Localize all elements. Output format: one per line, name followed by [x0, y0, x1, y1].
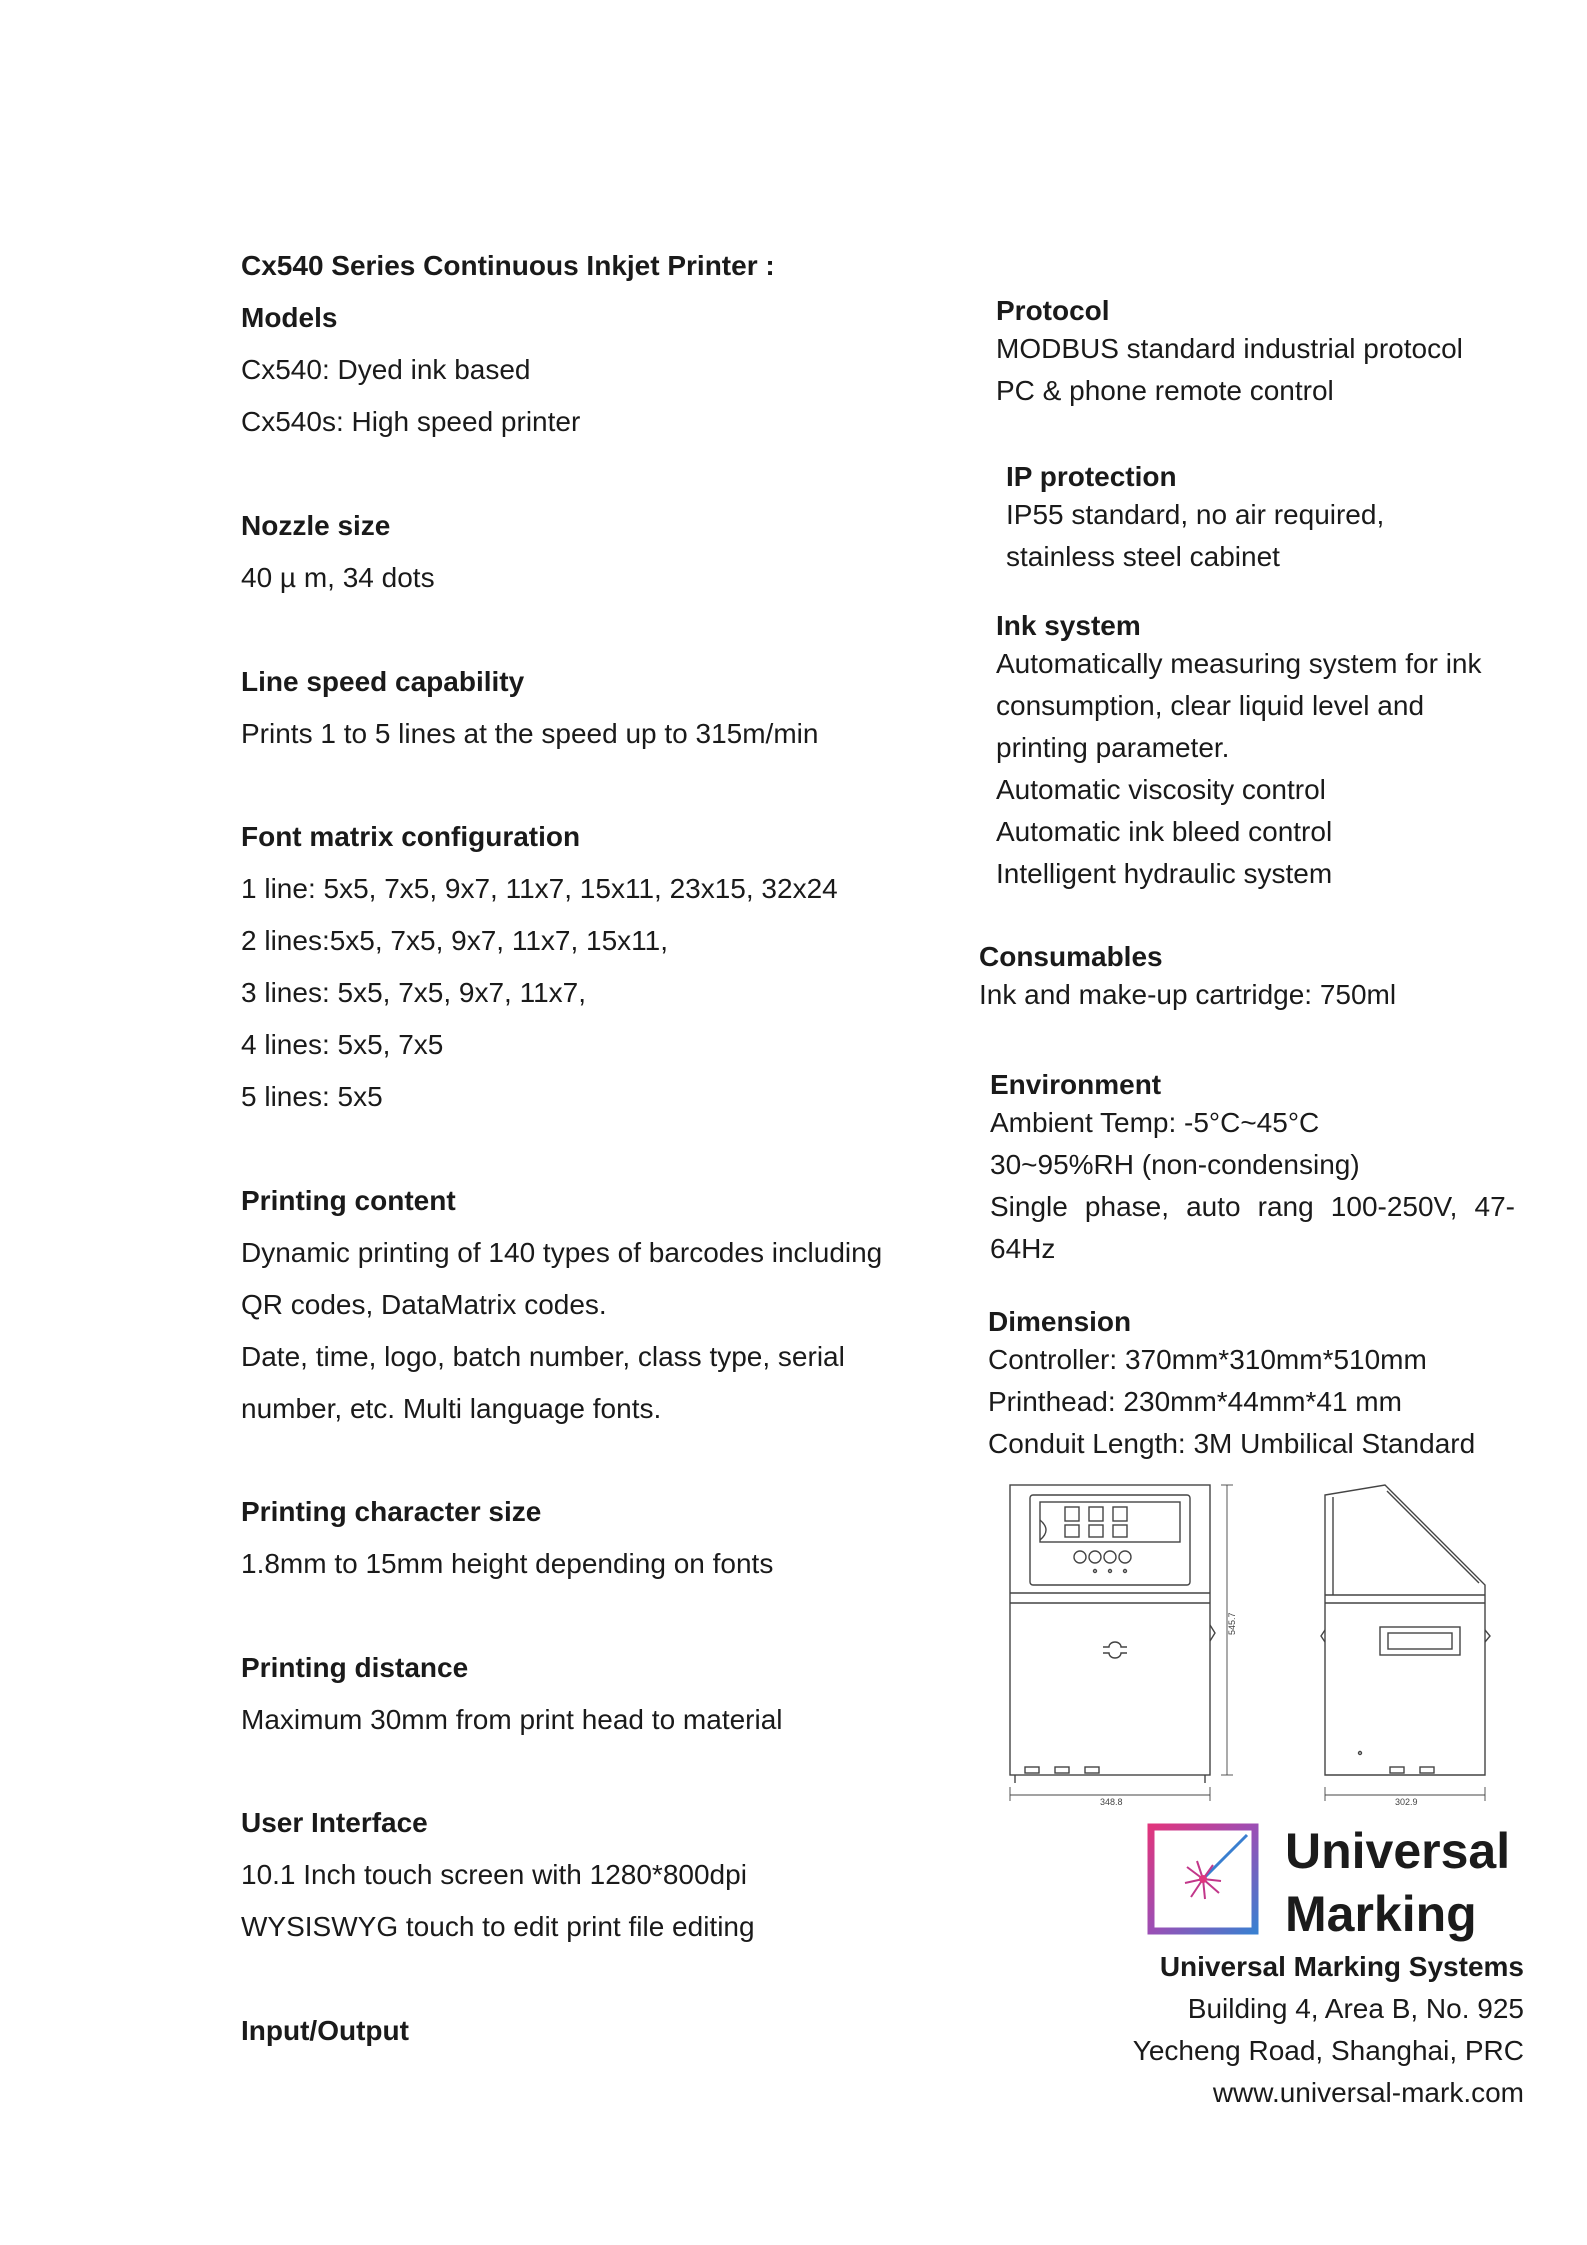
line-speed-heading: Line speed capability — [241, 666, 525, 697]
front-height-dimension: 545.7 — [1227, 1612, 1237, 1635]
ink-system-line: Automatic viscosity control — [996, 774, 1326, 805]
font-matrix-line: 4 lines: 5x5, 7x5 — [241, 1029, 444, 1060]
environment-section — [990, 1068, 1515, 1270]
printing-content-section — [241, 1175, 882, 1435]
company-address-line: Building 4, Area B, No. 925 — [1187, 1993, 1524, 2024]
user-interface-line: 10.1 Inch touch screen with 1280*800dpi — [241, 1859, 747, 1890]
consumables-line: Ink and make-up cartridge: 750ml — [979, 979, 1397, 1010]
model-line: Cx540s: High speed printer — [241, 406, 581, 437]
input-output-section — [241, 2005, 409, 2057]
dimension-heading: Dimension — [988, 1306, 1132, 1337]
font-matrix-line: 2 lines:5x5, 7x5, 9x7, 11x7, 15x11, — [241, 925, 669, 956]
front-view-drawing — [1010, 1485, 1233, 1801]
dimension-section — [988, 1305, 1475, 1465]
distance-section — [241, 1642, 783, 1746]
model-line: Cx540: Dyed ink based — [241, 354, 531, 385]
ip-protection-heading: IP protection — [1006, 461, 1177, 492]
printing-content-line: Dynamic printing of 140 types of barcodes including — [241, 1237, 883, 1268]
models-heading: Models — [241, 302, 338, 333]
user-interface-section — [241, 1797, 755, 1953]
ink-system-line: Automatically measuring system for ink — [996, 648, 1482, 679]
font-matrix-line: 5 lines: 5x5 — [241, 1081, 383, 1112]
environment-heading: Environment — [990, 1069, 1162, 1100]
distance-heading: Printing distance — [241, 1652, 469, 1683]
input-output-heading: Input/Output — [241, 2015, 409, 2046]
dimension-line: Conduit Length: 3M Umbilical Standard — [988, 1428, 1476, 1459]
consumables-heading: Consumables — [979, 941, 1163, 972]
company-website: www.universal-mark.com — [1212, 2077, 1524, 2108]
dimension-line: Printhead: 230mm*44mm*41 mm — [988, 1386, 1402, 1417]
nozzle-section — [241, 500, 435, 604]
protocol-section — [996, 294, 1463, 412]
printer-technical-drawing — [995, 1475, 1515, 1805]
consumables-section — [979, 940, 1396, 1016]
company-name: Universal Marking Systems — [1159, 1951, 1524, 1982]
line-speed-section — [241, 656, 818, 760]
ink-system-line: consumption, clear liquid level and — [996, 690, 1425, 721]
line-speed-value: Prints 1 to 5 lines at the speed up to 315m/min — [241, 718, 819, 749]
universal-marking-logo-icon — [1147, 1823, 1259, 1935]
char-size-heading: Printing character size — [241, 1496, 542, 1527]
front-width-dimension: 348.8 — [1100, 1797, 1123, 1805]
nozzle-value: 40 µ m, 34 dots — [241, 562, 435, 593]
ink-system-section — [996, 609, 1482, 895]
ink-system-line: printing parameter. — [996, 732, 1230, 763]
side-width-dimension: 302.9 — [1395, 1797, 1418, 1805]
environment-line: 30~95%RH (non-condensing) — [990, 1149, 1360, 1180]
page-title: Cx540 Series Continuous Inkjet Printer : — [241, 250, 775, 281]
font-matrix-line: 3 lines: 5x5, 7x5, 9x7, 11x7, — [241, 977, 587, 1008]
ink-system-heading: Ink system — [996, 610, 1141, 641]
company-address-block — [1133, 1946, 1524, 2114]
side-view-drawing — [1321, 1485, 1490, 1801]
dimension-line: Controller: 370mm*310mm*510mm — [988, 1344, 1427, 1375]
font-matrix-section — [241, 811, 838, 1123]
logo-wordmark-marking: Marking — [1285, 1886, 1477, 1942]
distance-value: Maximum 30mm from print head to material — [241, 1704, 783, 1735]
protocol-line: PC & phone remote control — [996, 375, 1334, 406]
logo-wordmark-universal: Universal — [1285, 1823, 1511, 1879]
font-matrix-heading: Font matrix configuration — [241, 821, 581, 852]
user-interface-heading: User Interface — [241, 1807, 428, 1838]
ip-protection-line: stainless steel cabinet — [1006, 541, 1280, 572]
printing-content-line: QR codes, DataMatrix codes. — [241, 1289, 607, 1320]
protocol-line: MODBUS standard industrial protocol — [996, 333, 1463, 364]
nozzle-heading: Nozzle size — [241, 510, 391, 541]
char-size-value: 1.8mm to 15mm height depending on fonts — [241, 1548, 774, 1579]
user-interface-line: WYSISWYG touch to edit print file editing — [241, 1911, 755, 1942]
font-matrix-line: 1 line: 5x5, 7x5, 9x7, 11x7, 15x11, 23x15, 32x24 — [241, 873, 838, 904]
ink-system-line: Automatic ink bleed control — [996, 816, 1333, 847]
char-size-section — [241, 1486, 773, 1590]
ip-protection-section — [1006, 460, 1384, 578]
printing-content-heading: Printing content — [241, 1185, 456, 1216]
company-address-line: Yecheng Road, Shanghai, PRC — [1132, 2035, 1524, 2066]
spec-sheet-title-block — [241, 240, 775, 448]
printing-content-line: Date, time, logo, batch number, class type, serial — [241, 1341, 845, 1372]
protocol-heading: Protocol — [996, 295, 1110, 326]
ink-system-line: Intelligent hydraulic system — [996, 858, 1333, 889]
environment-line: Ambient Temp: -5°C~45°C — [990, 1107, 1320, 1138]
printing-content-line: number, etc. Multi language fonts. — [241, 1393, 662, 1424]
ip-protection-line: IP55 standard, no air required, — [1006, 499, 1385, 530]
environment-power: Single phase, auto rang 100-250V, 47-64Hz — [990, 1191, 1515, 1264]
